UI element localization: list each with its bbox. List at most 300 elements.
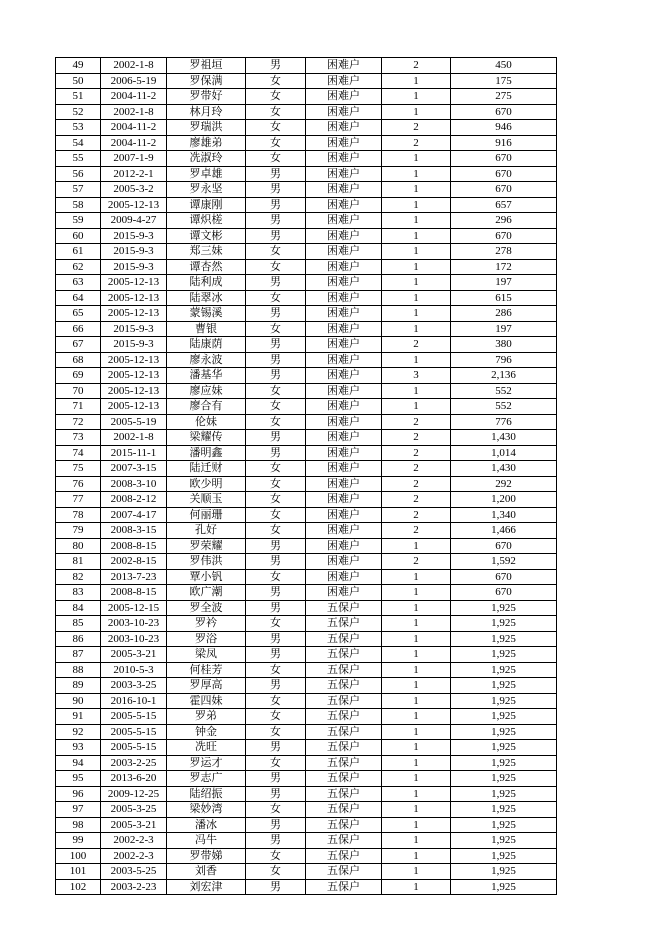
cell-category[interactable]: 困难户 (306, 290, 382, 306)
cell-category[interactable]: 困难户 (306, 492, 382, 508)
cell-category[interactable]: 困难户 (306, 135, 382, 151)
cell-gender[interactable]: 男 (246, 337, 306, 353)
cell-row-number[interactable]: 70 (56, 383, 101, 399)
cell-count[interactable]: 1 (382, 740, 451, 756)
cell-row-number[interactable]: 60 (56, 228, 101, 244)
cell-gender[interactable]: 女 (246, 662, 306, 678)
cell-gender[interactable]: 女 (246, 259, 306, 275)
cell-amount[interactable]: 1,592 (451, 554, 557, 570)
cell-date[interactable]: 2004-11-2 (101, 120, 167, 136)
cell-date[interactable]: 2013-6-20 (101, 771, 167, 787)
cell-date[interactable]: 2015-11-1 (101, 445, 167, 461)
cell-name[interactable]: 覃小钒 (167, 569, 246, 585)
cell-gender[interactable]: 女 (246, 414, 306, 430)
cell-count[interactable]: 1 (382, 569, 451, 585)
cell-date[interactable]: 2004-11-2 (101, 89, 167, 105)
cell-gender[interactable]: 女 (246, 523, 306, 539)
cell-gender[interactable]: 男 (246, 445, 306, 461)
cell-category[interactable]: 困难户 (306, 151, 382, 167)
cell-name[interactable]: 冯牛 (167, 833, 246, 849)
cell-row-number[interactable]: 93 (56, 740, 101, 756)
cell-category[interactable]: 困难户 (306, 182, 382, 198)
cell-gender[interactable]: 女 (246, 290, 306, 306)
cell-amount[interactable]: 552 (451, 383, 557, 399)
cell-gender[interactable]: 女 (246, 616, 306, 632)
cell-row-number[interactable]: 56 (56, 166, 101, 182)
cell-category[interactable]: 困难户 (306, 259, 382, 275)
cell-date[interactable]: 2009-4-27 (101, 213, 167, 229)
cell-name[interactable]: 何丽珊 (167, 507, 246, 523)
cell-row-number[interactable]: 75 (56, 461, 101, 477)
cell-amount[interactable]: 1,925 (451, 879, 557, 895)
cell-row-number[interactable]: 95 (56, 771, 101, 787)
cell-amount[interactable]: 292 (451, 476, 557, 492)
cell-count[interactable]: 2 (382, 430, 451, 446)
cell-count[interactable]: 1 (382, 771, 451, 787)
cell-amount[interactable]: 286 (451, 306, 557, 322)
cell-gender[interactable]: 男 (246, 833, 306, 849)
cell-name[interactable]: 罗带娣 (167, 848, 246, 864)
cell-count[interactable]: 1 (382, 182, 451, 198)
cell-row-number[interactable]: 74 (56, 445, 101, 461)
cell-count[interactable]: 1 (382, 848, 451, 864)
cell-count[interactable]: 1 (382, 151, 451, 167)
cell-row-number[interactable]: 84 (56, 600, 101, 616)
cell-gender[interactable]: 女 (246, 321, 306, 337)
cell-gender[interactable]: 男 (246, 771, 306, 787)
cell-name[interactable]: 陆翠冰 (167, 290, 246, 306)
cell-amount[interactable]: 1,925 (451, 616, 557, 632)
cell-row-number[interactable]: 58 (56, 197, 101, 213)
cell-amount[interactable]: 172 (451, 259, 557, 275)
cell-count[interactable]: 2 (382, 523, 451, 539)
cell-count[interactable]: 1 (382, 399, 451, 415)
cell-row-number[interactable]: 57 (56, 182, 101, 198)
cell-category[interactable]: 五保户 (306, 755, 382, 771)
cell-category[interactable]: 五保户 (306, 864, 382, 880)
cell-count[interactable]: 1 (382, 104, 451, 120)
cell-date[interactable]: 2009-12-25 (101, 786, 167, 802)
cell-count[interactable]: 1 (382, 352, 451, 368)
cell-gender[interactable]: 女 (246, 693, 306, 709)
cell-row-number[interactable]: 92 (56, 724, 101, 740)
cell-gender[interactable]: 女 (246, 802, 306, 818)
cell-name[interactable]: 伦妹 (167, 414, 246, 430)
cell-name[interactable]: 罗浴 (167, 631, 246, 647)
cell-amount[interactable]: 1,925 (451, 864, 557, 880)
cell-count[interactable]: 1 (382, 275, 451, 291)
cell-category[interactable]: 五保户 (306, 817, 382, 833)
cell-gender[interactable]: 女 (246, 104, 306, 120)
cell-amount[interactable]: 670 (451, 585, 557, 601)
cell-category[interactable]: 五保户 (306, 740, 382, 756)
cell-count[interactable]: 2 (382, 120, 451, 136)
cell-category[interactable]: 五保户 (306, 848, 382, 864)
cell-row-number[interactable]: 67 (56, 337, 101, 353)
cell-count[interactable]: 1 (382, 833, 451, 849)
cell-name[interactable]: 罗弟 (167, 709, 246, 725)
cell-category[interactable]: 困难户 (306, 368, 382, 384)
cell-name[interactable]: 钟金 (167, 724, 246, 740)
cell-amount[interactable]: 1,925 (451, 631, 557, 647)
cell-count[interactable]: 1 (382, 538, 451, 554)
cell-name[interactable]: 谭杏然 (167, 259, 246, 275)
cell-category[interactable]: 困难户 (306, 383, 382, 399)
cell-row-number[interactable]: 78 (56, 507, 101, 523)
cell-gender[interactable]: 女 (246, 755, 306, 771)
cell-category[interactable]: 五保户 (306, 709, 382, 725)
cell-date[interactable]: 2005-3-21 (101, 647, 167, 663)
cell-category[interactable]: 五保户 (306, 802, 382, 818)
cell-gender[interactable]: 男 (246, 817, 306, 833)
cell-count[interactable]: 2 (382, 414, 451, 430)
cell-date[interactable]: 2005-12-13 (101, 399, 167, 415)
cell-count[interactable]: 1 (382, 290, 451, 306)
cell-gender[interactable]: 女 (246, 724, 306, 740)
cell-row-number[interactable]: 101 (56, 864, 101, 880)
cell-amount[interactable]: 1,925 (451, 740, 557, 756)
cell-count[interactable]: 1 (382, 166, 451, 182)
cell-name[interactable]: 罗卓雄 (167, 166, 246, 182)
cell-gender[interactable]: 男 (246, 166, 306, 182)
cell-date[interactable]: 2005-5-15 (101, 724, 167, 740)
cell-name[interactable]: 罗志广 (167, 771, 246, 787)
cell-name[interactable]: 郑三妹 (167, 244, 246, 260)
cell-row-number[interactable]: 82 (56, 569, 101, 585)
cell-gender[interactable]: 男 (246, 213, 306, 229)
cell-count[interactable]: 2 (382, 492, 451, 508)
cell-date[interactable]: 2002-1-8 (101, 430, 167, 446)
cell-name[interactable]: 罗永坚 (167, 182, 246, 198)
cell-row-number[interactable]: 76 (56, 476, 101, 492)
cell-amount[interactable]: 278 (451, 244, 557, 260)
cell-count[interactable]: 1 (382, 73, 451, 89)
cell-name[interactable]: 廖永波 (167, 352, 246, 368)
cell-name[interactable]: 罗伟洪 (167, 554, 246, 570)
cell-count[interactable]: 1 (382, 616, 451, 632)
cell-row-number[interactable]: 80 (56, 538, 101, 554)
cell-count[interactable]: 1 (382, 709, 451, 725)
cell-amount[interactable]: 670 (451, 569, 557, 585)
cell-gender[interactable]: 女 (246, 864, 306, 880)
cell-row-number[interactable]: 99 (56, 833, 101, 849)
cell-gender[interactable]: 女 (246, 709, 306, 725)
cell-amount[interactable]: 1,925 (451, 678, 557, 694)
cell-count[interactable]: 2 (382, 476, 451, 492)
cell-date[interactable]: 2005-12-15 (101, 600, 167, 616)
cell-name[interactable]: 霍四妹 (167, 693, 246, 709)
cell-date[interactable]: 2007-3-15 (101, 461, 167, 477)
cell-category[interactable]: 困难户 (306, 306, 382, 322)
cell-category[interactable]: 五保户 (306, 647, 382, 663)
cell-date[interactable]: 2002-1-8 (101, 58, 167, 74)
cell-category[interactable]: 困难户 (306, 523, 382, 539)
cell-amount[interactable]: 916 (451, 135, 557, 151)
cell-row-number[interactable]: 69 (56, 368, 101, 384)
cell-row-number[interactable]: 68 (56, 352, 101, 368)
cell-category[interactable]: 五保户 (306, 771, 382, 787)
cell-amount[interactable]: 657 (451, 197, 557, 213)
cell-date[interactable]: 2005-12-13 (101, 383, 167, 399)
cell-amount[interactable]: 450 (451, 58, 557, 74)
cell-row-number[interactable]: 54 (56, 135, 101, 151)
cell-count[interactable]: 1 (382, 213, 451, 229)
cell-name[interactable]: 潘冰 (167, 817, 246, 833)
cell-row-number[interactable]: 86 (56, 631, 101, 647)
cell-date[interactable]: 2015-9-3 (101, 228, 167, 244)
cell-date[interactable]: 2015-9-3 (101, 259, 167, 275)
cell-date[interactable]: 2007-4-17 (101, 507, 167, 523)
cell-gender[interactable]: 男 (246, 197, 306, 213)
cell-amount[interactable]: 275 (451, 89, 557, 105)
cell-row-number[interactable]: 62 (56, 259, 101, 275)
cell-date[interactable]: 2002-8-15 (101, 554, 167, 570)
cell-row-number[interactable]: 72 (56, 414, 101, 430)
cell-date[interactable]: 2007-1-9 (101, 151, 167, 167)
cell-row-number[interactable]: 71 (56, 399, 101, 415)
cell-amount[interactable]: 776 (451, 414, 557, 430)
cell-name[interactable]: 罗衿 (167, 616, 246, 632)
cell-count[interactable]: 1 (382, 585, 451, 601)
cell-amount[interactable]: 670 (451, 166, 557, 182)
cell-category[interactable]: 困难户 (306, 213, 382, 229)
cell-amount[interactable]: 1,925 (451, 600, 557, 616)
cell-name[interactable]: 欧广潮 (167, 585, 246, 601)
cell-row-number[interactable]: 98 (56, 817, 101, 833)
cell-amount[interactable]: 670 (451, 151, 557, 167)
cell-amount[interactable]: 1,466 (451, 523, 557, 539)
cell-date[interactable]: 2004-11-2 (101, 135, 167, 151)
cell-amount[interactable]: 946 (451, 120, 557, 136)
cell-row-number[interactable]: 61 (56, 244, 101, 260)
cell-row-number[interactable]: 51 (56, 89, 101, 105)
cell-count[interactable]: 1 (382, 244, 451, 260)
cell-amount[interactable]: 1,430 (451, 430, 557, 446)
cell-gender[interactable]: 男 (246, 879, 306, 895)
cell-count[interactable]: 1 (382, 724, 451, 740)
cell-amount[interactable]: 1,925 (451, 755, 557, 771)
cell-amount[interactable]: 1,925 (451, 833, 557, 849)
cell-count[interactable]: 1 (382, 817, 451, 833)
cell-gender[interactable]: 男 (246, 430, 306, 446)
cell-name[interactable]: 潘明鑫 (167, 445, 246, 461)
cell-count[interactable]: 2 (382, 135, 451, 151)
cell-name[interactable]: 罗运才 (167, 755, 246, 771)
cell-count[interactable]: 1 (382, 879, 451, 895)
cell-amount[interactable]: 175 (451, 73, 557, 89)
cell-name[interactable]: 冼淑玲 (167, 151, 246, 167)
cell-amount[interactable]: 1,925 (451, 662, 557, 678)
cell-count[interactable]: 1 (382, 631, 451, 647)
cell-date[interactable]: 2005-12-13 (101, 197, 167, 213)
cell-name[interactable]: 冼旺 (167, 740, 246, 756)
cell-category[interactable]: 困难户 (306, 73, 382, 89)
cell-date[interactable]: 2013-7-23 (101, 569, 167, 585)
cell-gender[interactable]: 男 (246, 368, 306, 384)
cell-gender[interactable]: 女 (246, 569, 306, 585)
cell-amount[interactable]: 670 (451, 104, 557, 120)
cell-row-number[interactable]: 63 (56, 275, 101, 291)
cell-date[interactable]: 2002-2-3 (101, 848, 167, 864)
cell-amount[interactable]: 552 (451, 399, 557, 415)
cell-name[interactable]: 谭文彬 (167, 228, 246, 244)
cell-date[interactable]: 2005-5-15 (101, 709, 167, 725)
cell-gender[interactable]: 男 (246, 585, 306, 601)
cell-amount[interactable]: 1,925 (451, 848, 557, 864)
cell-amount[interactable]: 1,925 (451, 817, 557, 833)
cell-category[interactable]: 五保户 (306, 693, 382, 709)
cell-date[interactable]: 2005-12-13 (101, 306, 167, 322)
cell-amount[interactable]: 670 (451, 228, 557, 244)
cell-row-number[interactable]: 96 (56, 786, 101, 802)
cell-name[interactable]: 罗瑞洪 (167, 120, 246, 136)
cell-amount[interactable]: 796 (451, 352, 557, 368)
cell-name[interactable]: 陆迁财 (167, 461, 246, 477)
cell-amount[interactable]: 1,925 (451, 647, 557, 663)
cell-count[interactable]: 1 (382, 89, 451, 105)
cell-category[interactable]: 五保户 (306, 786, 382, 802)
cell-gender[interactable]: 男 (246, 786, 306, 802)
cell-amount[interactable]: 1,925 (451, 724, 557, 740)
cell-category[interactable]: 困难户 (306, 120, 382, 136)
cell-amount[interactable]: 2,136 (451, 368, 557, 384)
cell-date[interactable]: 2005-12-13 (101, 275, 167, 291)
cell-count[interactable]: 1 (382, 802, 451, 818)
cell-name[interactable]: 廖合有 (167, 399, 246, 415)
cell-gender[interactable]: 男 (246, 678, 306, 694)
cell-amount[interactable]: 197 (451, 275, 557, 291)
cell-date[interactable]: 2005-12-13 (101, 290, 167, 306)
cell-amount[interactable]: 1,925 (451, 693, 557, 709)
cell-date[interactable]: 2005-5-15 (101, 740, 167, 756)
cell-row-number[interactable]: 87 (56, 647, 101, 663)
cell-name[interactable]: 林月玲 (167, 104, 246, 120)
cell-count[interactable]: 1 (382, 600, 451, 616)
cell-category[interactable]: 困难户 (306, 104, 382, 120)
cell-category[interactable]: 困难户 (306, 538, 382, 554)
cell-amount[interactable]: 380 (451, 337, 557, 353)
cell-row-number[interactable]: 90 (56, 693, 101, 709)
cell-name[interactable]: 罗带好 (167, 89, 246, 105)
cell-gender[interactable]: 女 (246, 151, 306, 167)
cell-date[interactable]: 2010-5-3 (101, 662, 167, 678)
cell-category[interactable]: 困难户 (306, 569, 382, 585)
cell-category[interactable]: 困难户 (306, 445, 382, 461)
cell-row-number[interactable]: 85 (56, 616, 101, 632)
cell-count[interactable]: 1 (382, 678, 451, 694)
cell-date[interactable]: 2003-2-23 (101, 879, 167, 895)
cell-gender[interactable]: 女 (246, 848, 306, 864)
cell-date[interactable]: 2002-1-8 (101, 104, 167, 120)
cell-name[interactable]: 陆利成 (167, 275, 246, 291)
cell-row-number[interactable]: 83 (56, 585, 101, 601)
cell-row-number[interactable]: 64 (56, 290, 101, 306)
cell-row-number[interactable]: 91 (56, 709, 101, 725)
cell-category[interactable]: 五保户 (306, 600, 382, 616)
cell-category[interactable]: 困难户 (306, 89, 382, 105)
cell-amount[interactable]: 670 (451, 182, 557, 198)
cell-count[interactable]: 2 (382, 461, 451, 477)
cell-date[interactable]: 2012-2-1 (101, 166, 167, 182)
cell-date[interactable]: 2015-9-3 (101, 244, 167, 260)
cell-category[interactable]: 困难户 (306, 476, 382, 492)
cell-amount[interactable]: 296 (451, 213, 557, 229)
cell-row-number[interactable]: 66 (56, 321, 101, 337)
cell-gender[interactable]: 男 (246, 275, 306, 291)
cell-count[interactable]: 1 (382, 755, 451, 771)
cell-count[interactable]: 2 (382, 507, 451, 523)
cell-date[interactable]: 2008-8-15 (101, 585, 167, 601)
cell-name[interactable]: 关顺玉 (167, 492, 246, 508)
cell-amount[interactable]: 670 (451, 538, 557, 554)
cell-category[interactable]: 五保户 (306, 662, 382, 678)
cell-count[interactable]: 2 (382, 445, 451, 461)
cell-name[interactable]: 罗厚高 (167, 678, 246, 694)
cell-gender[interactable]: 男 (246, 306, 306, 322)
cell-count[interactable]: 2 (382, 58, 451, 74)
cell-gender[interactable]: 女 (246, 73, 306, 89)
cell-row-number[interactable]: 55 (56, 151, 101, 167)
cell-category[interactable]: 困难户 (306, 337, 382, 353)
cell-gender[interactable]: 女 (246, 120, 306, 136)
cell-row-number[interactable]: 94 (56, 755, 101, 771)
cell-count[interactable]: 1 (382, 197, 451, 213)
cell-gender[interactable]: 男 (246, 554, 306, 570)
cell-count[interactable]: 1 (382, 647, 451, 663)
cell-name[interactable]: 谭炽槎 (167, 213, 246, 229)
cell-date[interactable]: 2005-3-2 (101, 182, 167, 198)
cell-row-number[interactable]: 77 (56, 492, 101, 508)
cell-date[interactable]: 2003-10-23 (101, 616, 167, 632)
cell-row-number[interactable]: 52 (56, 104, 101, 120)
cell-gender[interactable]: 男 (246, 228, 306, 244)
cell-amount[interactable]: 1,925 (451, 786, 557, 802)
cell-category[interactable]: 困难户 (306, 275, 382, 291)
cell-row-number[interactable]: 89 (56, 678, 101, 694)
cell-name[interactable]: 蒙锡溪 (167, 306, 246, 322)
cell-row-number[interactable]: 100 (56, 848, 101, 864)
cell-gender[interactable]: 男 (246, 352, 306, 368)
cell-category[interactable]: 困难户 (306, 352, 382, 368)
cell-row-number[interactable]: 53 (56, 120, 101, 136)
cell-name[interactable]: 谭康刚 (167, 197, 246, 213)
cell-name[interactable]: 廖应妹 (167, 383, 246, 399)
cell-count[interactable]: 2 (382, 337, 451, 353)
cell-gender[interactable]: 男 (246, 631, 306, 647)
cell-date[interactable]: 2008-3-15 (101, 523, 167, 539)
cell-category[interactable]: 五保户 (306, 678, 382, 694)
cell-category[interactable]: 困难户 (306, 166, 382, 182)
cell-gender[interactable]: 男 (246, 182, 306, 198)
cell-name[interactable]: 刘香 (167, 864, 246, 880)
cell-row-number[interactable]: 59 (56, 213, 101, 229)
cell-gender[interactable]: 女 (246, 461, 306, 477)
cell-amount[interactable]: 1,014 (451, 445, 557, 461)
cell-date[interactable]: 2003-2-25 (101, 755, 167, 771)
cell-count[interactable]: 1 (382, 786, 451, 802)
cell-count[interactable]: 1 (382, 864, 451, 880)
cell-count[interactable]: 1 (382, 383, 451, 399)
cell-row-number[interactable]: 102 (56, 879, 101, 895)
cell-date[interactable]: 2008-3-10 (101, 476, 167, 492)
cell-date[interactable]: 2005-3-25 (101, 802, 167, 818)
cell-date[interactable]: 2003-5-25 (101, 864, 167, 880)
cell-gender[interactable]: 女 (246, 399, 306, 415)
cell-row-number[interactable]: 49 (56, 58, 101, 74)
cell-category[interactable]: 五保户 (306, 724, 382, 740)
cell-date[interactable]: 2003-3-25 (101, 678, 167, 694)
cell-name[interactable]: 廖雄弟 (167, 135, 246, 151)
